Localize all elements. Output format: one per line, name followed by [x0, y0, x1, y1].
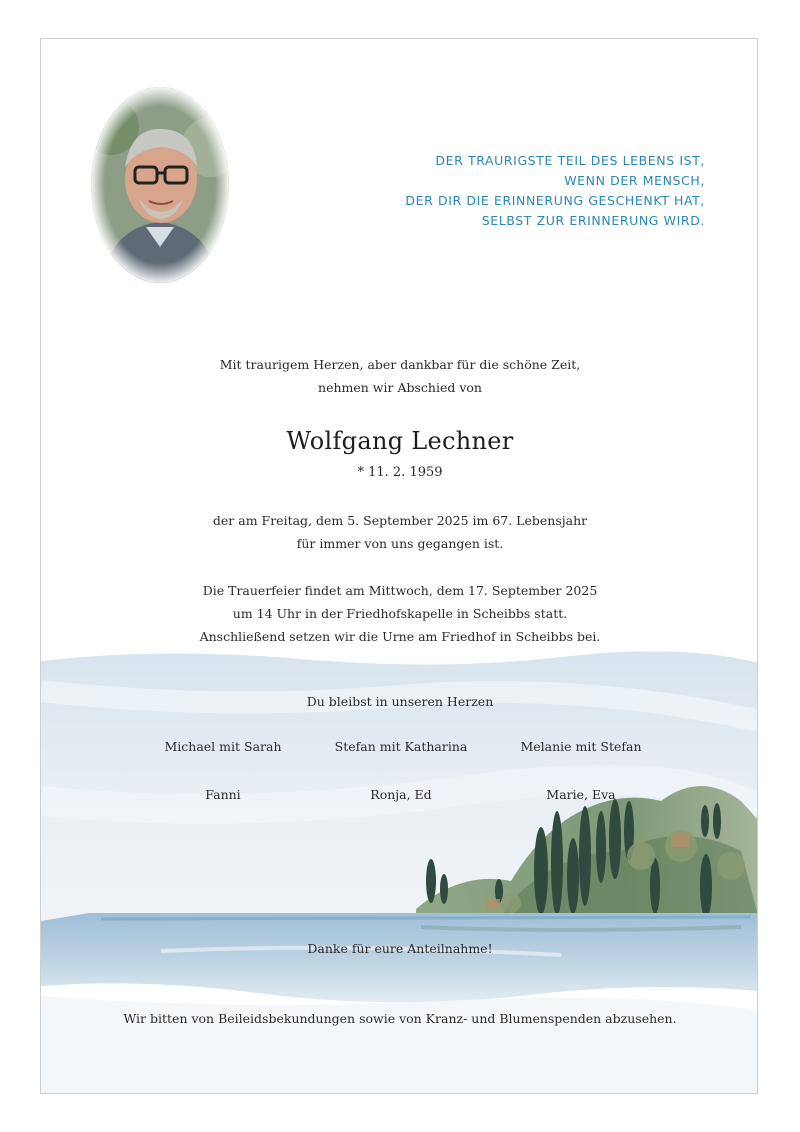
funeral-line: Die Trauerfeier findet am Mittwoch, dem 17. September 2025	[202, 583, 598, 598]
family-member: Ronja, Ed	[370, 787, 432, 802]
family-member: Fanni	[205, 787, 241, 802]
funeral-line: Anschließend setzen wir die Urne am Friedhof in Scheibbs bei.	[199, 629, 601, 644]
deceased-name: Wolfgang Lechner	[286, 427, 514, 455]
family-member: Marie, Eva	[546, 787, 616, 802]
portrait-photo	[91, 87, 229, 283]
obituary-card	[40, 38, 758, 1094]
quote-line: WENN DER MENSCH,	[564, 173, 705, 188]
memorial-quote	[285, 151, 705, 231]
farewell-line: Du bleibst in unseren Herzen	[306, 694, 494, 709]
family-member: Melanie mit Stefan	[520, 739, 642, 754]
donation-note: Wir bitten von Beileidsbekundungen sowie von Kranz- und Blumenspenden abzusehen.	[123, 1011, 677, 1026]
quote-line: SELBST ZUR ERINNERUNG WIRD.	[481, 213, 705, 228]
family-member: Michael mit Sarah	[164, 739, 282, 754]
quote-line: DER DIR DIE ERINNERUNG GESCHENKT HAT,	[405, 193, 705, 208]
death-line: der am Freitag, dem 5. September 2025 im 67. Lebensjahr	[212, 513, 588, 528]
intro-line: Mit traurigem Herzen, aber dankbar für die schöne Zeit,	[219, 357, 581, 372]
birth-date: * 11. 2. 1959	[357, 465, 443, 480]
intro-text	[41, 353, 758, 399]
family-member: Stefan mit Katharina	[334, 739, 468, 754]
quote-line: DER TRAURIGSTE TEIL DES LEBENS IST,	[435, 153, 705, 168]
death-notice	[41, 509, 758, 555]
death-line: für immer von uns gegangen ist.	[296, 536, 504, 551]
thanks-line: Danke für eure Anteilnahme!	[307, 941, 493, 956]
intro-line: nehmen wir Abschied von	[318, 380, 482, 395]
funeral-line: um 14 Uhr in der Friedhofskapelle in Scheibbs statt.	[232, 606, 568, 621]
funeral-details	[41, 579, 758, 648]
